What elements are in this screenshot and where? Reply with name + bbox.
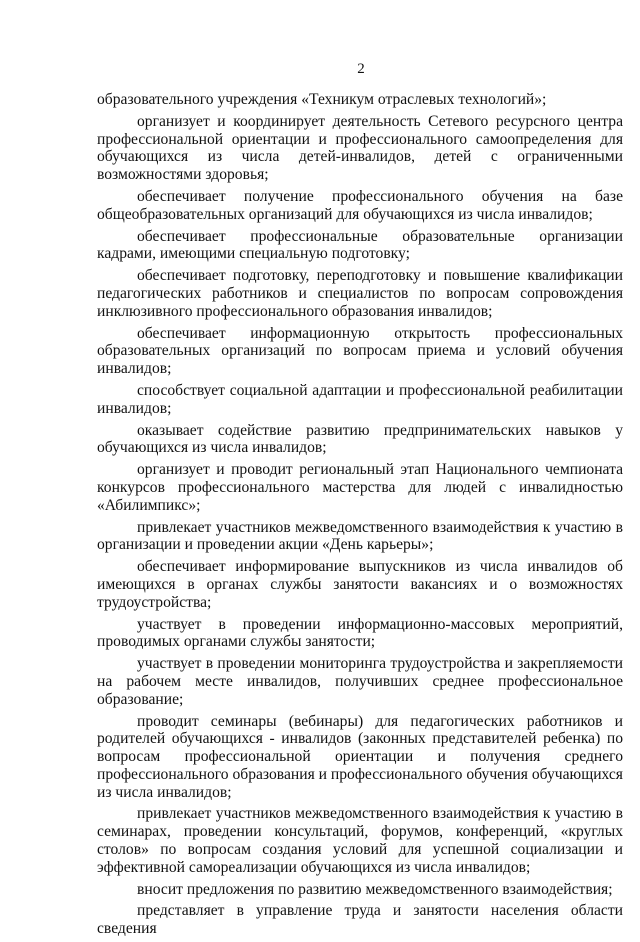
paragraph: вносит предложения по развитию межведомственного взаимодействия; (137, 880, 613, 898)
paragraph: привлекает участников межведомственного взаимодействия к участию в семинарах, проведении консультаций, форумов, конференций, «круглых столов» по вопросам создания условий для успешной социализации и эффективной самореализации обучающихся из числа инвалидов; (97, 805, 623, 876)
paragraph: образовательного учреждения «Техникум отраслевых технологий»; (97, 91, 547, 108)
document-body (97, 91, 623, 942)
paragraph: организует и координирует деятельность Сетевого ресурсного центра профессиональной ориентации и профессионального самоопределения для обучающихся из числа детей-инвалидов, детей с ограниченными возможностями здоровья; (97, 112, 623, 184)
paragraph: способствует социальной адаптации и профессиональной реабилитации инвалидов; (97, 381, 623, 417)
paragraph: обеспечивает профессиональные образовательные организации кадрами, имеющими специальную подготовку; (97, 227, 623, 263)
paragraph: представляет в управление труда и занятости населения области сведения (97, 902, 623, 938)
paragraph: оказывает содействие развитию предпринимательских навыков у обучающихся из числа инвалидов; (97, 421, 623, 457)
page-number: 2 (357, 61, 365, 77)
paragraph: обеспечивает информационную открытость профессиональных образовательных организаций по вопросам приема и условий обучения инвалидов; (97, 324, 623, 378)
paragraph: участвует в проведении информационно-массовых мероприятий, проводимых органами службы занятости; (97, 615, 623, 651)
paragraph: проводит семинары (вебинары) для педагогических работников и родителей обучающихся - инвалидов (законных представителей ребенка) по вопросам профессиональной ориентации и получения среднего профессионального образования и профессионального обучения обучающихся из числа инвалидов; (97, 712, 623, 801)
paragraph: организует и проводит региональный этап Национального чемпионата конкурсов профессионального мастерства для людей с инвалидностью «Абилимпикс»; (97, 461, 623, 514)
paragraph: участвует в проведении мониторинга трудоустройства и закрепляемости на рабочем месте инвалидов, получивших среднее профессиональное образование; (97, 655, 623, 708)
paragraph: обеспечивает подготовку, переподготовку и повышение квалификации педагогических работников и специалистов по вопросам сопровождения инклюзивного профессионального образования инвалидов; (97, 267, 623, 320)
paragraph: обеспечивает информирование выпускников из числа инвалидов об имеющихся в органах службы занятости вакансиях и о возможностях трудоустройства; (97, 558, 623, 611)
paragraph: обеспечивает получение профессионального обучения на базе общеобразовательных организаций для обучающихся из числа инвалидов; (97, 187, 623, 223)
paragraph: привлекает участников межведомственного взаимодействия к участию в организации и проведении акции «День карьеры»; (97, 518, 623, 554)
